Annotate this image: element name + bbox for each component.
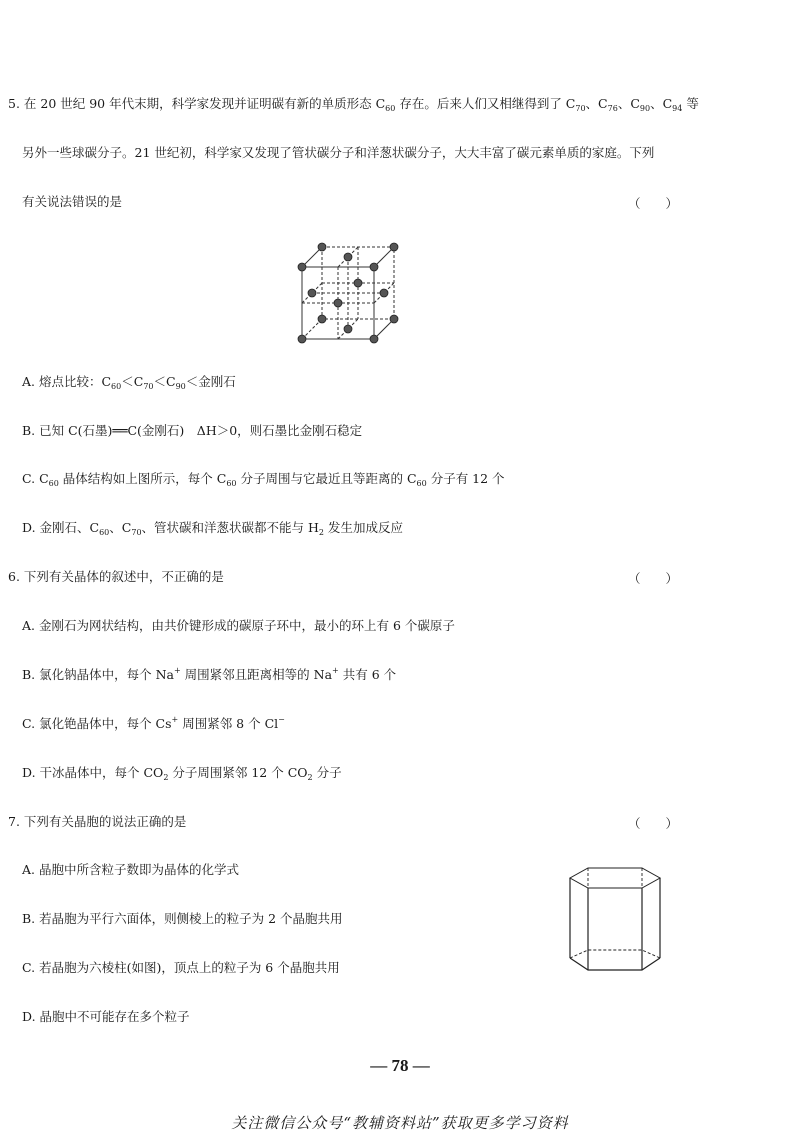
q5-option-b[interactable]: B. 已知 C(石墨)══C(金刚石) ΔH＞0，则石墨比金刚石稳定 — [22, 423, 363, 438]
q7-option-c[interactable]: C. 若晶胞为六棱柱(如图)，顶点上的粒子为 6 个晶胞共用 — [22, 960, 340, 975]
q6-option-a[interactable]: A. 金刚石为网状结构，由共价键形成的碳原子环中，最小的环上有 6 个碳原子 — [22, 618, 455, 633]
q5-option-d[interactable]: D. 金刚石、$C_{60}$、$C_{70}$、管状碳和洋葱状碳都不能与 $H_2$ 发生加成反应 — [22, 520, 403, 537]
q7-option-b[interactable]: B. 若晶胞为平行六面体，则侧棱上的粒子为 2 个晶胞共用 — [22, 911, 343, 926]
q5-answer-paren[interactable]: （ ） — [628, 196, 679, 211]
q7-stem: 7. 下列有关晶胞的说法正确的是 — [8, 814, 187, 829]
hexagonal-prism-figure — [560, 858, 672, 982]
q5-stem-line2: 另外一些球碳分子。21 世纪初，科学家又发现了管状碳分子和洋葱状碳分子，大大丰富了碳元素单质的家庭。下列 — [22, 145, 655, 160]
q6-answer-paren[interactable]: （ ） — [628, 571, 679, 586]
q5-stem-line3: 有关说法错误的是 — [22, 194, 123, 209]
c60-crystal-structure-figure — [290, 235, 402, 347]
footer-watermark: 关注微信公众号“教辅资料站”获取更多学习资料 — [231, 1114, 569, 1132]
q6-option-b[interactable]: B. 氯化钠晶体中，每个 Na+ 周围紧邻且距离相等的 Na+ 共有 6 个 — [22, 666, 397, 682]
q5-stem-line1: 5. 在 20 世纪 90 年代末期，科学家发现并证明碳有新的单质形态 $C_{60}$ 存在。后来人们又相继得到了 $C_{70}$、$C_{76}$、$C_{90}$、$C_{94}$ 等 — [8, 96, 699, 113]
q7-option-d[interactable]: D. 晶胞中不可能存在多个粒子 — [22, 1009, 190, 1024]
q6-option-d[interactable]: D. 干冰晶体中，每个 $CO_2$ 分子周围紧邻 12 个 $CO_2$ 分子 — [22, 765, 342, 782]
q7-answer-paren[interactable]: （ ） — [628, 816, 679, 831]
q6-stem: 6. 下列有关晶体的叙述中，不正确的是 — [8, 569, 224, 584]
q6-option-c[interactable]: C. 氯化铯晶体中，每个 Cs+ 周围紧邻 8 个 Cl− — [22, 715, 285, 731]
q7-option-a[interactable]: A. 晶胞中所含粒子数即为晶体的化学式 — [22, 862, 239, 877]
q5-option-a[interactable]: A. 熔点比较：$C_{60}<C_{70}<C_{90}<$金刚石 — [22, 374, 236, 391]
page-number: — 78 — — [370, 1056, 430, 1075]
q5-option-c[interactable]: C. $C_{60}$ 晶体结构如上图所示，每个 $C_{60}$ 分子周围与它最近且等距离的 $C_{60}$ 分子有 12 个 — [22, 471, 505, 488]
